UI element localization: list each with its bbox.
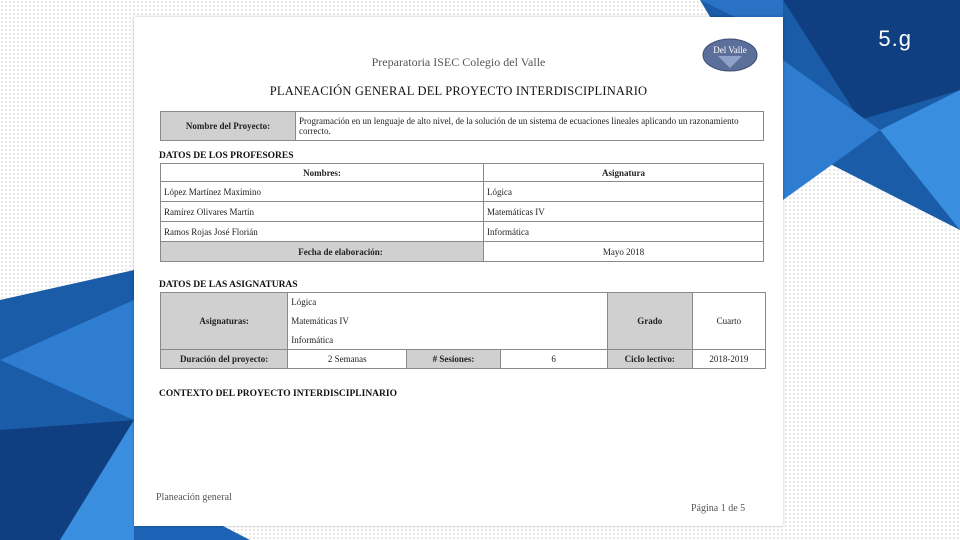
document-title: PLANEACIÓN GENERAL DEL PROYECTO INTERDISCIPLINARIO	[269, 84, 648, 98]
slide-number: 5.g	[878, 26, 912, 51]
project-name: Programación en un lenguaje de alto nivel, de la solución de un sistema de ecuaciones lineales aplicando un razonamiento correcto.	[296, 112, 764, 141]
project-table	[160, 111, 764, 141]
subjects-section-title: DATOS DE LAS ASIGNATURAS	[159, 280, 298, 290]
school-logo	[702, 38, 758, 72]
subjects-label: Asignaturas:	[161, 293, 288, 350]
teachers-header-names: Nombres:	[161, 164, 484, 182]
subject-item: Informática	[288, 331, 608, 350]
teacher-subject: Matemáticas IV	[484, 202, 764, 222]
project-label: Nombre del Proyecto:	[161, 112, 296, 141]
date-label: Fecha de elaboración:	[161, 242, 484, 262]
sessions-label: # Sesiones:	[407, 350, 500, 369]
teachers-section-title: DATOS DE LOS PROFESORES	[159, 151, 294, 161]
subjects-table	[160, 292, 766, 369]
grade-value: Cuarto	[692, 293, 765, 350]
teachers-header-subject: Asignatura	[484, 164, 764, 182]
teacher-name: Ramos Rojas José Florián	[161, 222, 484, 242]
page-counter: Página 1 de 5	[691, 503, 746, 514]
duration-label: Duración del proyecto:	[161, 350, 288, 369]
subject-item: Lógica	[288, 293, 608, 312]
date-value: Mayo 2018	[484, 242, 764, 262]
cycle-value: 2018-2019	[692, 350, 765, 369]
teacher-subject: Informática	[484, 222, 764, 242]
sessions-value: 6	[500, 350, 607, 369]
table-row	[161, 202, 764, 222]
grade-label: Grado	[607, 293, 692, 350]
school-header: Preparatoria ISEC Colegio del Valle	[371, 55, 546, 69]
table-row	[161, 222, 764, 242]
teacher-name: Ramírez Olivares Martín	[161, 202, 484, 222]
svg-text:Del Valle: Del Valle	[713, 45, 747, 55]
teacher-name: López Martínez Maximino	[161, 182, 484, 202]
document-page	[134, 17, 783, 526]
teachers-table	[160, 163, 764, 262]
teacher-subject: Lógica	[484, 182, 764, 202]
table-row	[161, 182, 764, 202]
subject-item: Matemáticas IV	[288, 312, 608, 331]
duration-value: 2 Semanas	[288, 350, 407, 369]
footer-left: Planeación general	[156, 492, 232, 503]
cycle-label: Ciclo lectivo:	[607, 350, 692, 369]
context-section-title: CONTEXTO DEL PROYECTO INTERDISCIPLINARIO	[159, 389, 397, 399]
